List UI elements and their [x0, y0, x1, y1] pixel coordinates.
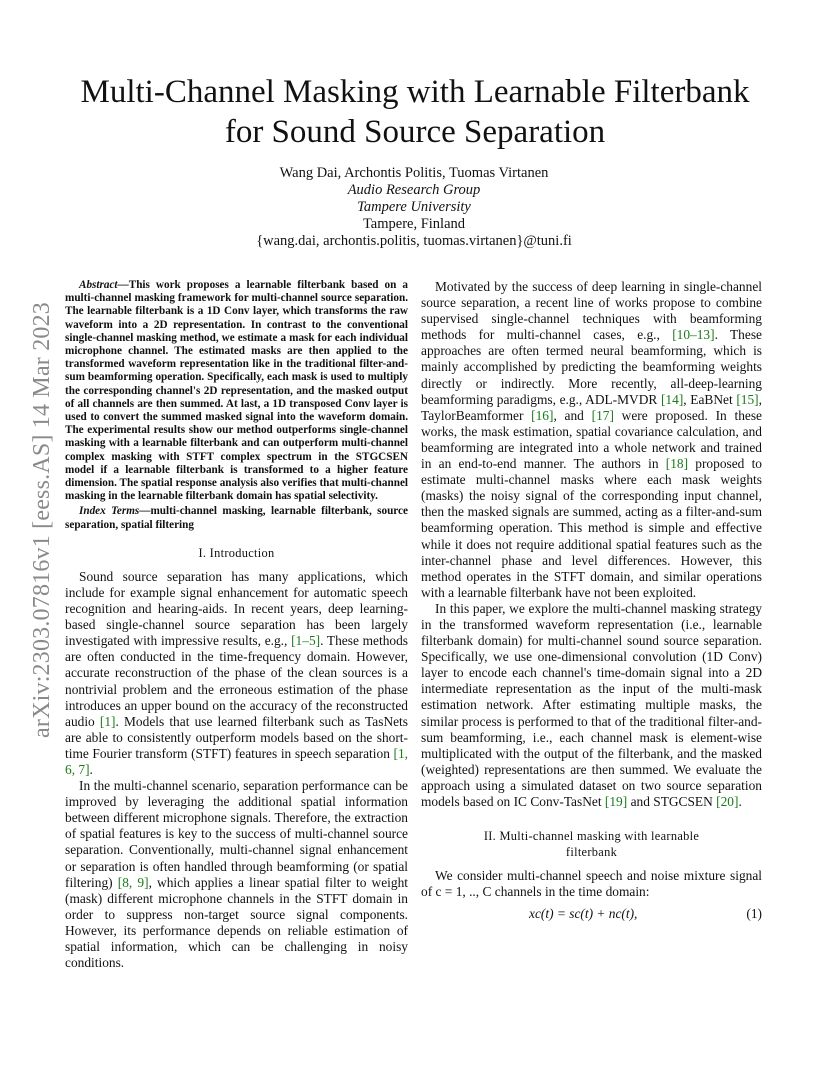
arxiv-stamp-text: arXiv:2303.07816v1 [eess.AS] 14 Mar 2023 — [28, 302, 55, 738]
author-names: Wang Dai, Archontis Politis, Tuomas Virtanen — [279, 165, 549, 181]
text-run: Motivated by the success of deep learning in single-channel source separation, a recent line of works propose to combine supervised single-channel techniques with beamforming methods for multi-channel cases, e.g., — [421, 279, 762, 343]
author-block — [114, 165, 714, 250]
equation-1 — [421, 906, 762, 926]
equation-number: (1) — [746, 906, 762, 922]
index-terms — [65, 505, 408, 531]
index-terms-text: —multi-channel masking, learnable filterbank, source separation, spatial filtering — [65, 505, 408, 531]
section-2-heading-line-2: filterbank — [565, 845, 618, 860]
abstract — [65, 279, 408, 503]
text-run: were proposed. In these works, the mask estimation, spatial covariance calculation, and beamforming are integrated into a whole network and trained in an end-to-end manner. The authors in — [421, 407, 762, 472]
equation-expression: xc(t) = sc(t) + nc(t), — [529, 906, 638, 922]
citation-link[interactable]: [14] — [660, 391, 684, 407]
citation-link[interactable]: [17] — [591, 407, 614, 423]
right-column — [421, 279, 762, 926]
intro-paragraph-3 — [421, 279, 762, 601]
author-emails: {wang.dai, archontis.politis, tuomas.virtanen}@tuni.fi — [256, 233, 572, 249]
section-1-heading: I. Introduction — [198, 545, 275, 560]
citation-link[interactable]: [1–5] — [291, 633, 321, 649]
affiliation-city: Tampere, Finland — [362, 216, 466, 232]
text-run: In the multi-channel scenario, separation performance can be improved by leveraging the additional spatial information between different microphone signals. Therefore, the extraction of spatial features is key to the success of multi-channel source separation. Conventionally, multi-channel signal enhancement or separation is often handled through beamforming (or spatial filtering) — [65, 778, 408, 890]
intro-paragraph-2 — [65, 778, 408, 971]
text-run: , and — [553, 407, 592, 423]
text-run: , which applies a linear spatial filter to weight (mask) different microphone channels in the STFT domain in order to suppress non-target source signal components. However, its performance depends on reliable estimation of spatial information, which can be challenging in noisy conditions. — [65, 874, 408, 971]
section-2-heading — [421, 828, 762, 860]
citation-link[interactable]: [10–13] — [672, 327, 715, 343]
citation-link[interactable]: [8, 9] — [117, 874, 149, 890]
section-2-paragraph-1: We consider multi-channel speech and noise mixture signal of c = 1, .., C channels in the time domain: — [421, 868, 762, 900]
intro-paragraph-4 — [421, 601, 762, 810]
citation-link[interactable]: [19] — [604, 794, 628, 809]
text-run: Sound source separation has many applications, which include for example signal enhancement for automatic speech recognition and hearing-aids. In recent years, deep learning-based single-channel source separation has been largely investigated with impressive results, e.g., — [65, 568, 408, 649]
text-run: . — [738, 794, 742, 809]
text-run: , EaBNet — [683, 391, 737, 407]
text-run: . — [89, 761, 93, 777]
citation-link[interactable]: [15] — [736, 391, 759, 407]
paper-title — [60, 72, 770, 152]
citation-link[interactable]: [18] — [665, 456, 689, 472]
affiliation-university: Tampere University — [357, 199, 471, 215]
text-run: . Models that use learned filterbank such as TasNets are able to consistently outperform models based on the short-time Fourier transform (STFT) features in speech separation — [65, 713, 408, 761]
index-terms-lead: Index Terms — [79, 505, 140, 518]
text-run: . These approaches are often termed neural beamforming, which is mainly accomplished by predicting the beamforming weights directly or indirectly. More recently, all-deep-learning beamforming paradigms, e.g., ADL-MVDR — [421, 327, 762, 407]
intro-paragraph-1 — [65, 569, 408, 778]
citation-link[interactable]: [16] — [531, 407, 554, 423]
abstract-lead: Abstract — [79, 279, 118, 291]
left-column — [65, 279, 408, 971]
affiliation-group: Audio Research Group — [347, 182, 481, 198]
text-run: , TaylorBeamformer — [421, 391, 762, 423]
text-run: . These methods are often conducted in the time-frequency domain. However, accurate reconstruction of the phase of the clean sources is a nontrivial problem and the erroneous estimation of the phase introduces an upper bound on the accuracy of the reconstructed audio — [65, 633, 408, 729]
text-run: and STGCSEN — [627, 794, 717, 809]
citation-link[interactable]: [1, 6, 7] — [65, 745, 408, 777]
section-2-heading-line-1: II. Multi-channel masking with learnable — [483, 829, 700, 844]
abstract-text: —This work proposes a learnable filterbank based on a multi-channel masking framework for multi-channel source separation. The learnable filterbank is a 1D Conv layer, which transforms the raw waveform into a 2D representation. In contrast to the conventional single-channel masking method, we estimate a mask for each individual microphone channel. The estimated masks are then applied to the transformed waveform representation like in the traditional filter-and-sum beamforming operation. Specifically, each mask is used to multiply the corresponding channel's 2D representation, and the masked output of all channels are then summed. At last, a 1D transposed Conv layer is used to convert the summed masked signal into the waveform domain. The experimental results show our method outperforms single-channel masking with a learnable filterbank and can outperform multi-channel complex masking with STFT complex spectrum in the STGCSEN model if a learnable filterbank is transformed to a higher feature dimension. The spatial response analysis also verifies that multi-channel masking in the learnable filterbank domain has spatial selectivity. — [65, 279, 409, 503]
text-run: In this paper, we explore the multi-channel masking strategy in the transformed waveform representation (i.e., learnable filterbank domain) for multi-channel sound source separation. Specifically, we use one-dimensional convolution (1D Conv) layer to encode each channel's time-domain signal into a 2D intermediate representation as the input of the multi-mask estimation network. After estimating multiple masks, the similar process is performed to that of the traditional filter-and-sum beamforming, i.e., each channel mask is element-wise multiplicated with the output of the filterbank, and the masked (weighted) representations are then summed. We evaluate the approach using a simulated dataset on two source separation models based on IC Conv-TasNet — [421, 600, 762, 809]
arxiv-stamp — [22, 270, 62, 770]
citation-link[interactable]: [1] — [99, 713, 116, 729]
citation-link[interactable]: [20] — [716, 794, 739, 809]
title-line-2: for Sound Source Separation — [224, 114, 606, 150]
text-run: proposed to estimate multi-channel masks where each mask weights (masks) the noisy signal of the corresponding input channel, then the masked signals are summed, acting as a filter-and-sum beamforming operation. This method is simple and effective while it does not require additional spatial features such as the inter-channel phase and level differences. However, this method operates in the STFT domain, and similar operations with a learnable filterbank have not been exploited. — [421, 456, 762, 600]
title-line-1: Multi-Channel Masking with Learnable Filterbank — [80, 74, 750, 110]
